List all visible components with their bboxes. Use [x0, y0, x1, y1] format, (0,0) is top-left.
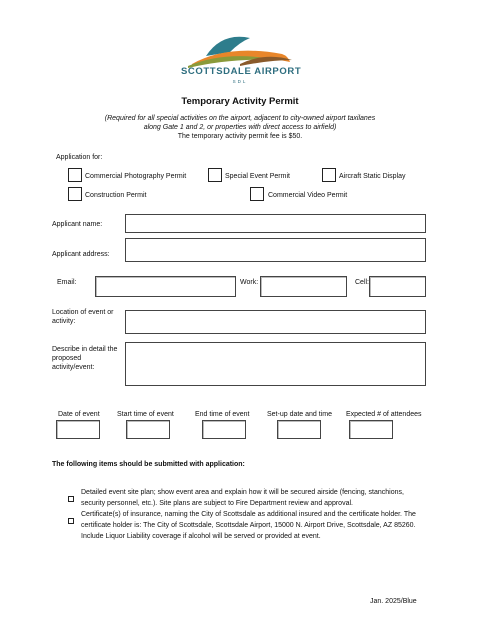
end-time-label: End time of event: [195, 411, 250, 418]
option-commercial-video: Commercial Video Permit: [268, 192, 348, 199]
submission-item-1-line-2: security personnel, etc.). Site plans are subject to Fire Department review and approval.: [81, 500, 353, 507]
setup-date-time-label: Set-up date and time: [267, 411, 332, 418]
email-field[interactable]: [95, 276, 236, 297]
submission-item-2-line-2: certificate holder is: The City of Scottsdale, Scottsdale Airport, 15000 N. Airport Drive, Scottsdale, AZ 85260.: [81, 522, 416, 529]
submission-item-2-line-1: Certificate(s) of insurance, naming the City of Scottsdale as additional insured and the certificate holder. The: [81, 511, 416, 518]
option-construction: Construction Permit: [85, 192, 147, 199]
applicant-name-label: Applicant name:: [52, 221, 103, 228]
expected-attendees-field[interactable]: [349, 420, 393, 439]
application-for-label: Application for:: [56, 154, 103, 161]
describe-label-line-3: activity/event:: [52, 364, 95, 371]
logo-code: SDL: [232, 79, 248, 84]
submission-item-1-line-1: Detailed event site plan; show event area and explain how it will be secured airside (fencing, stanchions,: [81, 489, 404, 496]
describe-label-line-2: proposed: [52, 355, 82, 362]
start-time-field[interactable]: [126, 420, 170, 439]
location-field[interactable]: [125, 310, 426, 334]
work-label: Work:: [240, 279, 259, 286]
date-of-event-field[interactable]: [56, 420, 100, 439]
option-special-event: Special Event Permit: [225, 173, 290, 180]
revision-footer: Jan. 2025/Blue: [370, 598, 417, 605]
option-commercial-photography: Commercial Photography Permit: [85, 173, 187, 180]
square-checkbox-icon: [68, 518, 74, 524]
subtitle-line-1: (Required for all special activities on the airport, adjacent to city-owned airport taxilanes: [104, 115, 376, 122]
setup-date-time-field[interactable]: [277, 420, 321, 439]
submission-heading: The following items should be submitted with application:: [52, 461, 245, 468]
checkbox-aircraft-static-display[interactable]: [322, 168, 336, 182]
airport-logo: [170, 30, 310, 88]
subtitle-line-2: along Gate 1 and 2, or properties with direct access to airfield): [143, 124, 337, 131]
end-time-field[interactable]: [202, 420, 246, 439]
date-of-event-label: Date of event: [58, 411, 100, 418]
applicant-name-field[interactable]: [125, 214, 426, 233]
describe-label-line-1: Describe in detail the: [52, 346, 118, 353]
describe-field[interactable]: [125, 342, 426, 386]
square-checkbox-icon: [68, 496, 74, 502]
location-label-line-1: Location of event or: [52, 309, 114, 316]
email-label: Email:: [57, 279, 77, 286]
applicant-address-field[interactable]: [125, 238, 426, 262]
location-label-line-2: activity:: [52, 318, 76, 325]
fee-note: The temporary activity permit fee is $50.: [177, 133, 303, 140]
submission-item-checkbox-2[interactable]: [68, 511, 74, 529]
applicant-address-label: Applicant address:: [52, 251, 110, 258]
checkbox-commercial-photography[interactable]: [68, 168, 82, 182]
page-title: Temporary Activity Permit: [181, 96, 299, 107]
cell-label: Cell:: [355, 279, 370, 286]
cell-phone-field[interactable]: [369, 276, 426, 297]
option-aircraft-static-display: Aircraft Static Display: [339, 173, 406, 180]
checkbox-special-event[interactable]: [208, 168, 222, 182]
submission-item-checkbox-1[interactable]: [68, 489, 74, 507]
submission-item-2-line-3: Include Liquor Liability coverage if alcohol will be served or provided at event.: [81, 533, 321, 540]
checkbox-construction[interactable]: [68, 187, 82, 201]
logo-wordmark: SCOTTSDALE AIRPORT: [181, 66, 302, 77]
checkbox-commercial-video[interactable]: [250, 187, 264, 201]
start-time-label: Start time of event: [117, 411, 174, 418]
work-phone-field[interactable]: [260, 276, 347, 297]
expected-attendees-label: Expected # of attendees: [346, 411, 422, 418]
airport-logo-mark: [170, 30, 310, 70]
